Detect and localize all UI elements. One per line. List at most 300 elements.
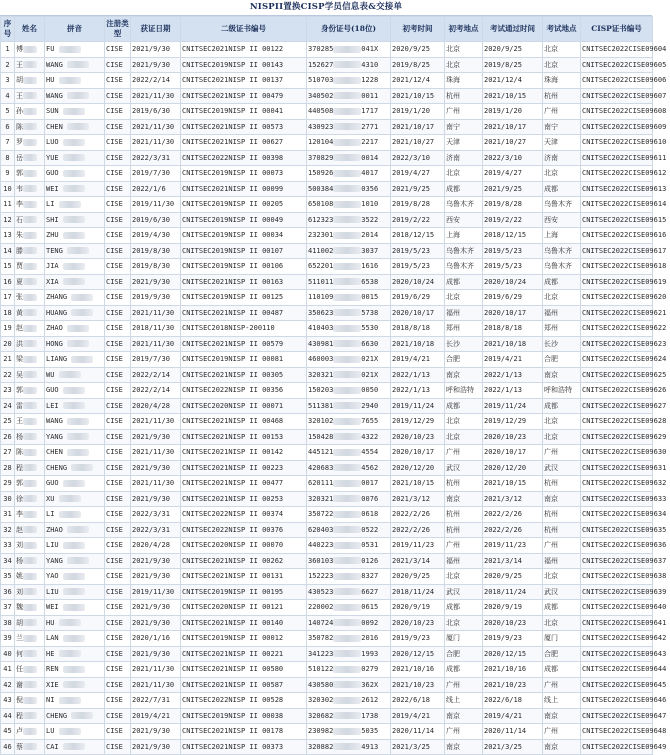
redacted-blur <box>333 728 361 735</box>
index-text: 39 <box>3 634 12 642</box>
id-suffix: 0017 <box>361 479 379 487</box>
cell-pinyin <box>45 429 105 445</box>
cell-id-number <box>307 88 391 104</box>
redacted-blur <box>59 650 81 657</box>
name-text: 刘 <box>16 541 23 549</box>
name-text: 谢 <box>16 680 23 689</box>
table-row <box>1 646 653 662</box>
cell-id-number <box>307 460 391 476</box>
cell-first-exam-date: 2019/1/20 <box>391 104 445 120</box>
cell-pinyin <box>45 398 105 414</box>
column-header: 姓名 <box>15 17 45 42</box>
redacted-blur <box>333 77 361 84</box>
cell-pass-date: 2019/5/23 <box>483 243 543 259</box>
cell-first-exam-place: 西安 <box>445 212 483 228</box>
cell-index <box>1 336 15 352</box>
redacted-blur <box>23 294 37 301</box>
cell-id-number <box>307 662 391 678</box>
name-text: 兰 <box>16 634 23 642</box>
cell-exam-place: 福州 <box>543 305 581 321</box>
pinyin-text: LIU <box>46 587 59 596</box>
cell-first-exam-place: 南京 <box>445 708 483 724</box>
cell-id-number <box>307 693 391 709</box>
cell-pass-date: 2019/11/24 <box>483 398 543 414</box>
name-text: 李 <box>16 200 23 208</box>
cell-first-exam-date: 2022/2/26 <box>391 522 445 538</box>
id-suffix: 8327 <box>361 572 379 580</box>
table-row <box>1 677 653 693</box>
cell-pinyin <box>45 538 105 554</box>
cell-first-exam-date: 2019/5/23 <box>391 243 445 259</box>
redacted-blur <box>23 371 37 378</box>
cell-first-exam-place: 福州 <box>445 553 483 569</box>
pinyin-text: ZHAO <box>46 324 63 332</box>
cell-first-exam-place: 杭州 <box>445 522 483 538</box>
cell-cisp-cert: CNITSEC2022CISE09636 <box>581 538 653 554</box>
redacted-blur <box>333 604 361 611</box>
pinyin-text: REN <box>46 665 59 673</box>
id-prefix: 340502 <box>308 91 334 100</box>
index-text: 34 <box>3 556 12 565</box>
cell-name <box>15 584 45 600</box>
cell-first-exam-date: 2019/11/24 <box>391 398 445 414</box>
redacted-blur <box>23 542 37 549</box>
cell-cisp-cert: CNITSEC2022CISE09609 <box>581 119 653 135</box>
cell-level2-cert: CNITSEC2021NISP II 00468 <box>181 414 307 430</box>
cell-first-exam-date: 2021/3/25 <box>391 739 445 755</box>
cell-cisp-cert: CNITSEC2022CISE09647 <box>581 708 653 724</box>
id-prefix: 120104 <box>308 138 334 146</box>
redacted-blur <box>333 294 361 301</box>
table-row <box>1 305 653 321</box>
cell-level2-cert: CNITSEC2021NISP II 00099 <box>181 181 307 197</box>
cell-name <box>15 491 45 507</box>
cell-cisp-cert: CNITSEC2022CISE09633 <box>581 491 653 507</box>
cell-cisp-cert: CNITSEC2022CISE09612 <box>581 166 653 182</box>
cell-cisp-cert: CNITSEC2022CISE09607 <box>581 88 653 104</box>
id-suffix: 5530 <box>361 324 379 332</box>
index-text: 2 <box>5 60 10 69</box>
cell-cisp-cert: CNITSEC2022CISE09641 <box>581 615 653 631</box>
index-text: 25 <box>3 417 12 425</box>
pinyin-text: WANG <box>46 91 63 100</box>
cell-first-exam-place: 线上 <box>445 693 483 709</box>
name-text: 徐 <box>16 494 23 503</box>
redacted-blur <box>59 728 81 735</box>
cell-first-exam-date: 2020/10/23 <box>391 429 445 445</box>
cell-level2-cert: CNITSEC2021NISP II 00487 <box>181 305 307 321</box>
cell-first-exam-date: 2019/12/29 <box>391 414 445 430</box>
redacted-blur <box>23 340 37 347</box>
id-prefix: 350782 <box>308 634 334 642</box>
redacted-blur <box>23 356 37 363</box>
cell-exam-place: 成都 <box>543 600 581 616</box>
cell-pass-date: 2018/8/18 <box>483 321 543 337</box>
cell-cisp-cert: CNITSEC2022CISE09628 <box>581 414 653 430</box>
table-row <box>1 724 653 740</box>
redacted-blur <box>23 77 37 84</box>
pinyin-text: LIU <box>46 541 59 549</box>
redacted-blur <box>333 371 361 378</box>
id-prefix: 320682 <box>308 711 334 720</box>
cell-exam-place: 福州 <box>543 553 581 569</box>
cell-reg-type: CISE <box>105 476 131 492</box>
cell-name <box>15 383 45 399</box>
name-text: 陈 <box>16 448 23 456</box>
name-text: 梁 <box>16 355 23 363</box>
cell-pass-date: 2022/1/13 <box>483 383 543 399</box>
cell-cert-date: 2020/1/16 <box>131 631 181 647</box>
id-suffix: 1738 <box>361 711 379 720</box>
redacted-blur <box>23 278 37 285</box>
cell-level2-cert: CNITSEC2021NISP II 00163 <box>181 274 307 290</box>
cell-pinyin <box>45 305 105 321</box>
cell-reg-type: CISE <box>105 662 131 678</box>
cell-exam-place: 珠海 <box>543 73 581 89</box>
cell-pass-date: 2019/2/22 <box>483 212 543 228</box>
cell-name <box>15 88 45 104</box>
cell-level2-cert: CNITSEC2019NISP II 00073 <box>181 166 307 182</box>
id-suffix: 0522 <box>361 525 379 534</box>
cell-cisp-cert: CNITSEC2022CISE09643 <box>581 646 653 662</box>
cell-first-exam-place: 郑州 <box>445 321 483 337</box>
index-text: 12 <box>3 215 12 224</box>
id-suffix: 041X <box>361 45 379 53</box>
id-prefix: 220002 <box>308 603 334 611</box>
redacted-blur <box>71 464 93 471</box>
table-row <box>1 615 653 631</box>
cell-cert-date: 2021/11/30 <box>131 119 181 135</box>
redacted-blur <box>23 139 37 146</box>
id-suffix: 0279 <box>361 665 379 673</box>
cell-index <box>1 104 15 120</box>
cell-pass-date: 2021/10/16 <box>483 662 543 678</box>
column-header: 身份证号(18位) <box>307 17 391 42</box>
cell-level2-cert: CNITSEC2021NISP II 00573 <box>181 119 307 135</box>
cell-level2-cert: CNITSEC2019NISP II 00195 <box>181 584 307 600</box>
cell-pinyin <box>45 228 105 244</box>
index-text: 4 <box>5 91 10 100</box>
cell-pass-date: 2020/12/20 <box>483 460 543 476</box>
id-prefix: 110109 <box>308 293 334 301</box>
cell-first-exam-date: 2021/9/25 <box>391 181 445 197</box>
cell-name <box>15 693 45 709</box>
cell-index <box>1 398 15 414</box>
cell-id-number <box>307 429 391 445</box>
id-prefix: 150926 <box>308 169 334 177</box>
cell-first-exam-place: 济南 <box>445 150 483 166</box>
cell-name <box>15 197 45 213</box>
pinyin-text: LU <box>46 727 55 735</box>
cell-pinyin <box>45 584 105 600</box>
cell-reg-type: CISE <box>105 88 131 104</box>
cell-id-number <box>307 491 391 507</box>
cell-level2-cert: CNITSEC2022NISP II 00374 <box>181 507 307 523</box>
redacted-blur <box>333 123 361 130</box>
redacted-blur <box>333 263 361 270</box>
cell-id-number <box>307 708 391 724</box>
sheet-title: NISPII置换CISP学员信息表&交接单 <box>0 0 652 16</box>
table-row <box>1 460 653 476</box>
cell-level2-cert: CNITSEC2019NISP II 00205 <box>181 197 307 213</box>
cell-cisp-cert: CNITSEC2022CISE09629 <box>581 429 653 445</box>
redacted-blur <box>23 712 37 719</box>
cell-reg-type: CISE <box>105 367 131 383</box>
table-row <box>1 367 653 383</box>
cell-exam-place: 南宁 <box>543 119 581 135</box>
name-text: 夏 <box>16 277 23 286</box>
id-suffix: 0092 <box>361 618 379 627</box>
cell-level2-cert: CNITSEC2019NISP II 00012 <box>181 631 307 647</box>
cell-first-exam-date: 2020/10/23 <box>391 615 445 631</box>
cell-level2-cert: CNITSEC2020NISP II 00121 <box>181 600 307 616</box>
cell-cisp-cert: CNITSEC2022CISE09611 <box>581 150 653 166</box>
cell-first-exam-place: 厦门 <box>445 631 483 647</box>
id-prefix: 510122 <box>308 665 334 673</box>
cell-cert-date: 2022/7/31 <box>131 693 181 709</box>
name-text: 黄 <box>16 308 23 317</box>
redacted-blur <box>63 542 85 549</box>
cell-id-number <box>307 398 391 414</box>
cell-level2-cert: CNITSEC2019NISP II 00034 <box>181 228 307 244</box>
redacted-blur <box>333 712 361 719</box>
name-text: 王 <box>16 91 23 100</box>
cell-cisp-cert: CNITSEC2022CISE09604 <box>581 42 653 58</box>
cell-cert-date: 2021/9/30 <box>131 429 181 445</box>
redacted-blur <box>333 743 361 750</box>
cell-pass-date: 2021/10/17 <box>483 119 543 135</box>
id-suffix: 3522 <box>361 215 379 224</box>
index-text: 15 <box>3 262 12 270</box>
redacted-blur <box>63 139 85 146</box>
cell-index <box>1 321 15 337</box>
name-text: 朱 <box>16 231 23 239</box>
cell-name <box>15 212 45 228</box>
pinyin-text: WEI <box>46 603 59 611</box>
cell-reg-type: CISE <box>105 460 131 476</box>
cell-id-number <box>307 445 391 461</box>
pinyin-text: CHENG <box>46 463 68 472</box>
cell-id-number <box>307 569 391 585</box>
redacted-blur <box>333 666 361 673</box>
id-prefix: 150203 <box>308 386 334 394</box>
cell-cisp-cert: CNITSEC2022CISE09625 <box>581 367 653 383</box>
redacted-blur <box>23 480 37 487</box>
cell-index <box>1 259 15 275</box>
cell-index <box>1 646 15 662</box>
cell-exam-place: 合肥 <box>543 352 581 368</box>
cell-pass-date: 2021/9/25 <box>483 181 543 197</box>
cell-cisp-cert: CNITSEC2022CISE09615 <box>581 212 653 228</box>
cell-id-number <box>307 305 391 321</box>
cell-cisp-cert: CNITSEC2022CISE09605 <box>581 57 653 73</box>
cell-name <box>15 476 45 492</box>
cell-exam-place: 郑州 <box>543 321 581 337</box>
redacted-blur <box>333 108 361 115</box>
cell-id-number <box>307 243 391 259</box>
redacted-blur <box>23 464 37 471</box>
cell-cert-date: 2021/11/30 <box>131 662 181 678</box>
cell-id-number <box>307 584 391 600</box>
cell-cert-date: 2022/3/31 <box>131 522 181 538</box>
cell-pass-date: 2021/3/25 <box>483 739 543 755</box>
name-text: 赵 <box>16 324 23 332</box>
id-prefix: 411002 <box>308 246 334 255</box>
id-suffix: 4322 <box>361 432 379 441</box>
redacted-blur <box>71 712 93 719</box>
pinyin-text: YUE <box>46 153 59 162</box>
pinyin-text: YANG <box>46 556 63 565</box>
cell-first-exam-place: 合肥 <box>445 646 483 662</box>
cell-pass-date: 2020/10/17 <box>483 445 543 461</box>
cell-reg-type: CISE <box>105 584 131 600</box>
redacted-blur <box>59 77 81 84</box>
cell-first-exam-date: 2021/10/15 <box>391 88 445 104</box>
redacted-blur <box>333 61 361 68</box>
table-row <box>1 584 653 600</box>
index-text: 9 <box>5 169 10 177</box>
cell-level2-cert: CNITSEC2022NISP II 00376 <box>181 522 307 538</box>
name-text: 卢 <box>16 727 23 735</box>
cell-cisp-cert: CNITSEC2022CISE09626 <box>581 383 653 399</box>
pinyin-text: NI <box>46 696 55 704</box>
index-text: 46 <box>3 742 12 751</box>
index-text: 35 <box>3 572 12 580</box>
name-text: 王 <box>16 60 23 69</box>
id-prefix: 430923 <box>308 122 334 131</box>
redacted-blur <box>23 61 37 68</box>
cell-reg-type: CISE <box>105 739 131 755</box>
index-text: 21 <box>3 355 12 363</box>
redacted-blur <box>67 123 89 130</box>
cell-id-number <box>307 352 391 368</box>
cell-pinyin <box>45 383 105 399</box>
cell-pass-date: 2021/10/23 <box>483 677 543 693</box>
pinyin-text: SUN <box>46 107 59 115</box>
name-text: 程 <box>16 711 23 720</box>
cell-reg-type: CISE <box>105 615 131 631</box>
cell-exam-place: 济南 <box>543 150 581 166</box>
cell-first-exam-date: 2019/4/21 <box>391 708 445 724</box>
table-row <box>1 708 653 724</box>
cell-first-exam-date: 2021/10/18 <box>391 336 445 352</box>
cell-name <box>15 290 45 306</box>
redacted-blur <box>23 123 37 130</box>
redacted-blur <box>333 542 361 549</box>
cell-pinyin <box>45 104 105 120</box>
redacted-blur <box>63 216 85 223</box>
cell-level2-cert: CNITSEC2018NISP-200110 <box>181 321 307 337</box>
cell-id-number <box>307 135 391 151</box>
redacted-blur <box>63 588 85 595</box>
pinyin-text: WU <box>46 370 55 379</box>
redacted-blur <box>23 232 37 239</box>
redacted-blur <box>23 154 37 161</box>
id-prefix: 360103 <box>308 556 334 565</box>
cell-first-exam-place: 成都 <box>445 398 483 414</box>
column-header: 拼音 <box>45 17 105 42</box>
cell-cert-date: 2019/4/30 <box>131 228 181 244</box>
cell-pinyin <box>45 677 105 693</box>
cell-name <box>15 305 45 321</box>
id-prefix: 350722 <box>308 510 334 518</box>
cell-first-exam-place: 呼和浩特 <box>445 383 483 399</box>
name-text: 胡 <box>16 618 23 627</box>
cell-first-exam-date: 2019/8/28 <box>391 197 445 213</box>
redacted-blur <box>63 681 85 688</box>
cell-pass-date: 2020/9/19 <box>483 600 543 616</box>
table-row <box>1 243 653 259</box>
cell-cisp-cert: CNITSEC2022CISE09644 <box>581 662 653 678</box>
redacted-blur <box>23 185 37 192</box>
table-row <box>1 522 653 538</box>
cell-pinyin <box>45 88 105 104</box>
cell-first-exam-place: 南京 <box>445 367 483 383</box>
index-text: 33 <box>3 541 12 549</box>
redacted-blur <box>333 511 361 518</box>
id-suffix: 0615 <box>361 603 379 611</box>
cell-first-exam-place: 乌鲁木齐 <box>445 243 483 259</box>
id-prefix: 440223 <box>308 541 334 549</box>
id-prefix: 420683 <box>308 463 334 472</box>
cell-cisp-cert: CNITSEC2022CISE09616 <box>581 228 653 244</box>
cell-reg-type: CISE <box>105 600 131 616</box>
table-row <box>1 476 653 492</box>
redacted-blur <box>333 46 361 53</box>
redacted-blur <box>67 247 89 254</box>
pinyin-text: LI <box>46 200 55 208</box>
cell-id-number <box>307 507 391 523</box>
cell-level2-cert: CNITSEC2021NISP II 00477 <box>181 476 307 492</box>
redacted-blur <box>63 743 85 750</box>
cell-pinyin <box>45 212 105 228</box>
cell-pinyin <box>45 476 105 492</box>
cell-id-number <box>307 274 391 290</box>
cell-first-exam-place: 北京 <box>445 414 483 430</box>
redacted-blur <box>333 650 361 657</box>
cell-pass-date: 2021/3/14 <box>483 553 543 569</box>
student-table <box>0 16 667 755</box>
pinyin-text: LEI <box>46 401 59 410</box>
cell-cisp-cert: CNITSEC2022CISE09617 <box>581 243 653 259</box>
id-prefix: 232301 <box>308 231 334 239</box>
id-suffix: 4913 <box>361 742 379 751</box>
cell-id-number <box>307 104 391 120</box>
redacted-blur <box>63 263 85 270</box>
redacted-blur <box>23 201 37 208</box>
cell-first-exam-place: 武汉 <box>445 584 483 600</box>
redacted-blur <box>23 604 37 611</box>
name-text: 岳 <box>16 153 23 162</box>
cell-cert-date: 2019/11/30 <box>131 197 181 213</box>
cell-reg-type: CISE <box>105 398 131 414</box>
cell-level2-cert: CNITSEC2021NISP II 00221 <box>181 646 307 662</box>
cell-id-number <box>307 166 391 182</box>
cell-reg-type: CISE <box>105 305 131 321</box>
cell-index <box>1 584 15 600</box>
cell-level2-cert: CNITSEC2021NISP II 00479 <box>181 88 307 104</box>
cell-index <box>1 181 15 197</box>
redacted-blur <box>71 294 93 301</box>
id-prefix: 152627 <box>308 60 334 69</box>
index-text: 36 <box>3 587 12 596</box>
cell-first-exam-date: 2022/2/26 <box>391 507 445 523</box>
redacted-blur <box>333 635 361 642</box>
cell-reg-type: CISE <box>105 259 131 275</box>
cell-level2-cert: CNITSEC2022NISP II 00528 <box>181 693 307 709</box>
cell-level2-cert: CNITSEC2022NISP II 00398 <box>181 150 307 166</box>
name-text: 张 <box>16 293 23 301</box>
